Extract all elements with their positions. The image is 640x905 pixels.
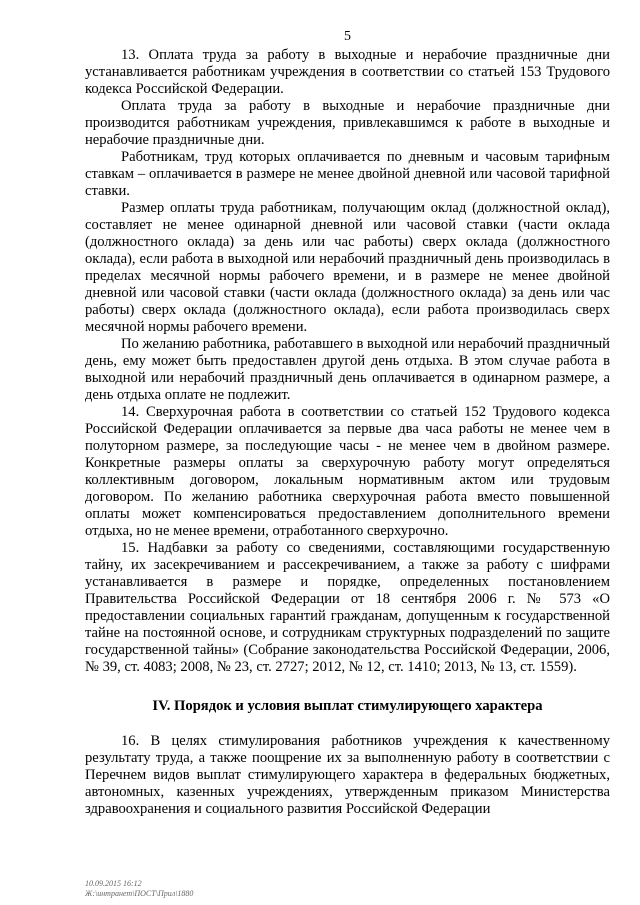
paragraph-14: 14. Сверхурочная работа в соответствии со статьей 152 Трудового кодекса Российской Федерации оплачивается за первые два часа работы не менее чем в полуторном размере, за последующие часы - не менее чем в двойном размере. Конкретные размеры оплаты за сверхурочную работу могут определяться коллективным договором, локальным нормативным актом или трудовым договором. По желанию работника сверхурочная работа вместо повышенной оплаты может компенсироваться предоставлением дополнительного времени отдыха, но не менее времени, отработанного сверхурочно. <box>85 404 610 539</box>
stamp-path: Ж:\интранет\ПОСТ\Прил\1880 <box>85 889 194 898</box>
page-number: 5 <box>344 29 351 44</box>
paragraph-13: 13. Оплата труда за работу в выходные и нерабочие праздничные дни устанавливается работникам учреждения в соответствии со статьей 153 Трудового кодекса Российской Федерации. <box>85 47 610 97</box>
paragraph-13-salary-workers: Размер оплаты труда работникам, получающим оклад (должностной оклад), составляет не менее одинарной дневной или часовой ставки (части оклада (должностного оклада) за день или час работы) сверх оклада (должностного оклада), если работа в выходной или нерабочий праздничный день производилась в пределах месячной нормы рабочего времени, и в размере не менее двойной дневной или часовой ставки (части оклада (должностного оклада) за день или час работы) сверх оклада (должностного оклада), если работа производилась сверх месячной нормы рабочего времени. <box>85 200 610 335</box>
paragraph-13-tariff-rates: Работникам, труд которых оплачивается по дневным и часовым тарифным ставкам – оплачивается в размере не менее двойной дневной или часовой тарифной ставки. <box>85 149 610 199</box>
paragraph-15: 15. Надбавки за работу со сведениями, составляющими государственную тайну, их засекречиванием и рассекречиванием, а также за работу с шифрами устанавливается в размере и порядке, определенных постановлением Правительства Российской Федерации от 18 сентября 2006 г. № 573 «О предоставлении социальных гарантий гражданам, допущенным к государственной тайне на постоянной основе, и сотрудникам структурных подразделений по защите государственной тайны» (Собрание законодательства Российской Федерации, 2006, № 39, ст. 4083; 2008, № 23, ст. 2727; 2012, № 12, ст. 1410; 2013, № 13, ст. 1559). <box>85 540 610 675</box>
paragraph-16: 16. В целях стимулирования работников учреждения к качественному результату труда, а также поощрение их за выполненную работу в соответствии с Перечнем видов выплат стимулирующего характера в федеральных бюджетных, автономных, казенных учреждениях, утвержденным приказом Министерства здравоохранения и социального развития Российской Федерации <box>85 733 610 817</box>
paragraph-13-weekend-pay: Оплата труда за работу в выходные и нерабочие праздничные дни производится работникам учреждения, привлекавшимся к работе в выходные и нерабочие праздничные дни. <box>85 98 610 148</box>
section-heading: IV. Порядок и условия выплат стимулирующего характера <box>152 698 543 714</box>
paragraph-13-day-off: По желанию работника, работавшего в выходной или нерабочий праздничный день, ему может быть предоставлен другой день отдыха. В этом случае работа в выходной или нерабочий праздничный день оплачивается в одинарном размере, а день отдыха оплате не подлежит. <box>85 336 610 403</box>
stamp-date: 10.09.2015 16:12 <box>85 879 142 888</box>
file-stamp <box>85 879 193 899</box>
